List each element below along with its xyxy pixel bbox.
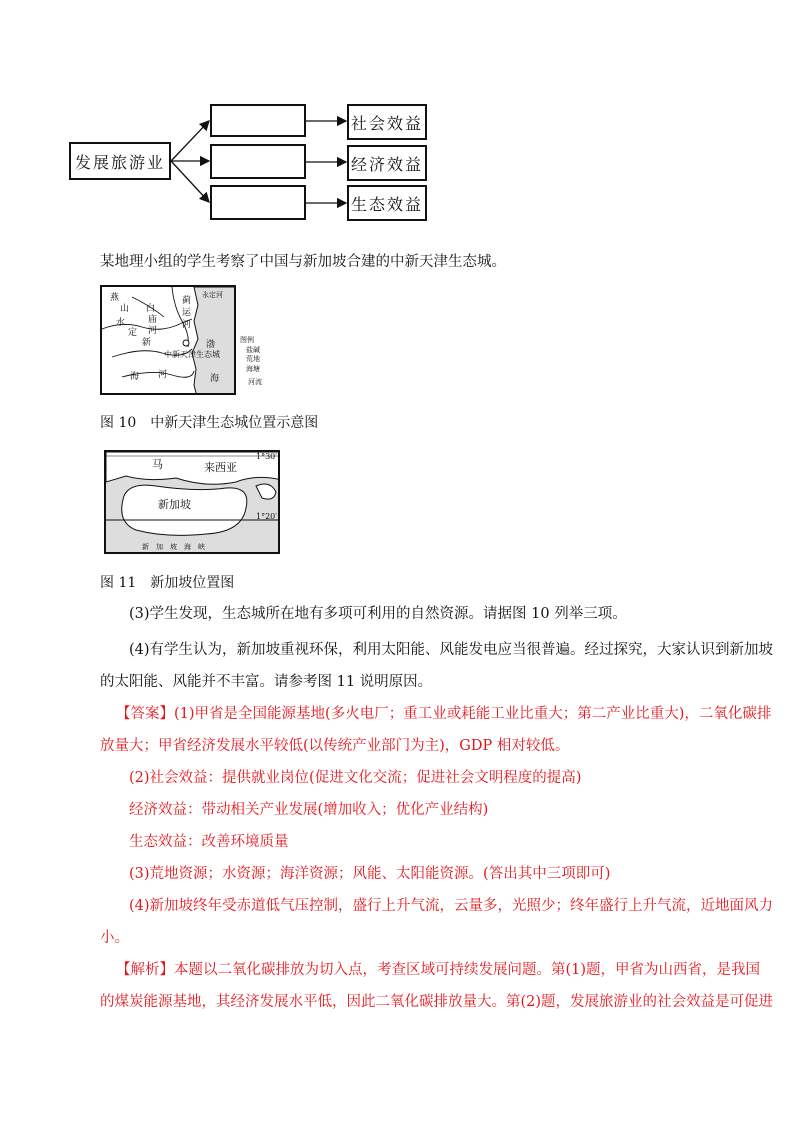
map10-label-bo: 渤 xyxy=(206,340,216,350)
legend-item-2: 荒地 xyxy=(246,355,260,363)
map10-label-miao: 庙 xyxy=(148,315,158,325)
question-4-line-2: 的太阳能、风能并不丰富。请参考图 11 说明原因。 xyxy=(100,674,433,690)
map11-label-strait: 新 加 坡 海 峡 xyxy=(142,543,205,551)
analysis-line-2: 的煤炭能源基地，其经济发展水平低，因此二氧化碳排放量大。第(2)题，发展旅游业的社会效益是可促进 xyxy=(100,994,774,1010)
map10-label-ji: 蓟 xyxy=(182,296,192,306)
target-label-social: 社会效益 xyxy=(350,113,423,133)
map10-label-shan: 山 xyxy=(120,304,130,314)
answer-line-6: (3)荒地资源；水资源；海洋资源；风能、太阳能资源。(答出其中三项即可) xyxy=(129,866,611,882)
answer-line-7: (4)新加坡终年受赤道低气压控制，盛行上升气流，云量多，光照少；终年盛行上升气流，近地面风力 xyxy=(129,898,774,914)
question-4-line-1: (4)有学生认为，新加坡重视环保，利用太阳能、风能发电应当很普遍。经过探究，大家认识到新加坡 xyxy=(129,642,774,658)
map10-label-xin: 新 xyxy=(142,338,152,348)
map10-label-shui: 水 xyxy=(116,318,126,328)
arrow-to-middle-3 xyxy=(171,161,209,202)
map10-label-yun: 运 xyxy=(182,308,192,318)
map10-label-yan: 燕 xyxy=(110,293,120,303)
answer-line-8: 小。 xyxy=(100,930,129,946)
map-singapore-drawing xyxy=(106,452,280,554)
map10-label-bai: 白 xyxy=(146,304,156,314)
answer-line-4: 经济效益：带动相关产业发展(增加收入；优化产业结构) xyxy=(129,802,489,818)
map10-caption: 图 10 中新天津生态城位置示意图 xyxy=(100,415,319,431)
answer-line-1: 【答案】(1)甲省是全国能源基地(多火电厂；重工业或耗能工业比重大；第二产业比重大)，二氧化碳排 xyxy=(116,706,772,722)
answer-line-3: (2)社会效益：提供就业岗位(促进文化交流；促进社会文明程度的提高) xyxy=(129,770,582,786)
map10-label-river-top: 永定河 xyxy=(202,291,223,299)
target-label-ecological: 生态效益 xyxy=(350,194,423,214)
map-tianjin xyxy=(100,285,236,395)
question-3: (3)学生发现，生态城所在地有多项可利用的自然资源。请据图 10 列举三项。 xyxy=(129,606,627,622)
map-singapore xyxy=(104,450,280,554)
map10-label-he: 河 xyxy=(148,326,158,336)
map11-label-lat1: 1°30′ xyxy=(256,452,278,461)
map10-label-city: 中新天津生态城 xyxy=(164,350,220,359)
legend-item-3: 海塘 xyxy=(246,365,260,373)
map10-label-bottom-b: 河 xyxy=(158,370,168,380)
map10-label-ding: 定 xyxy=(128,328,138,338)
analysis-line-1: 【解析】本题以二氧化碳排放为切入点，考查区域可持续发展问题。第(1)题，甲省为山西省，是我国 xyxy=(116,962,761,978)
target-label-economic: 经济效益 xyxy=(350,154,423,174)
intro-text: 某地理小组的学生考察了中国与新加坡合建的中新天津生态城。 xyxy=(100,254,506,270)
map11-caption: 图 11 新加坡位置图 xyxy=(100,575,235,591)
map11-label-malaysia: 来西亚 xyxy=(204,461,237,474)
map10-legend xyxy=(238,335,278,395)
answer-line-2: 放量大；甲省经济发展水平较低(以传统产业部门为主)，GDP 相对较低。 xyxy=(100,738,570,754)
source-label: 发展旅游业 xyxy=(74,152,165,172)
diagram-arrows xyxy=(0,0,800,240)
map10-label-bottom-a: 海 xyxy=(130,372,140,382)
map10-label-hai: 海 xyxy=(210,374,220,384)
legend-item-4: 河流 xyxy=(248,378,262,386)
legend-item-1: 盐碱 xyxy=(246,346,260,354)
answer-line-5: 生态效益：改善环境质量 xyxy=(129,834,289,850)
arrow-to-middle-1 xyxy=(171,121,209,161)
map10-label-yun2: 河 xyxy=(182,320,192,330)
map11-label-lat2: 1°20′ xyxy=(256,512,278,521)
map11-label-singapore: 新加坡 xyxy=(158,498,191,511)
map11-label-ma: 马 xyxy=(152,458,163,471)
legend-title: 图例 xyxy=(240,336,254,344)
